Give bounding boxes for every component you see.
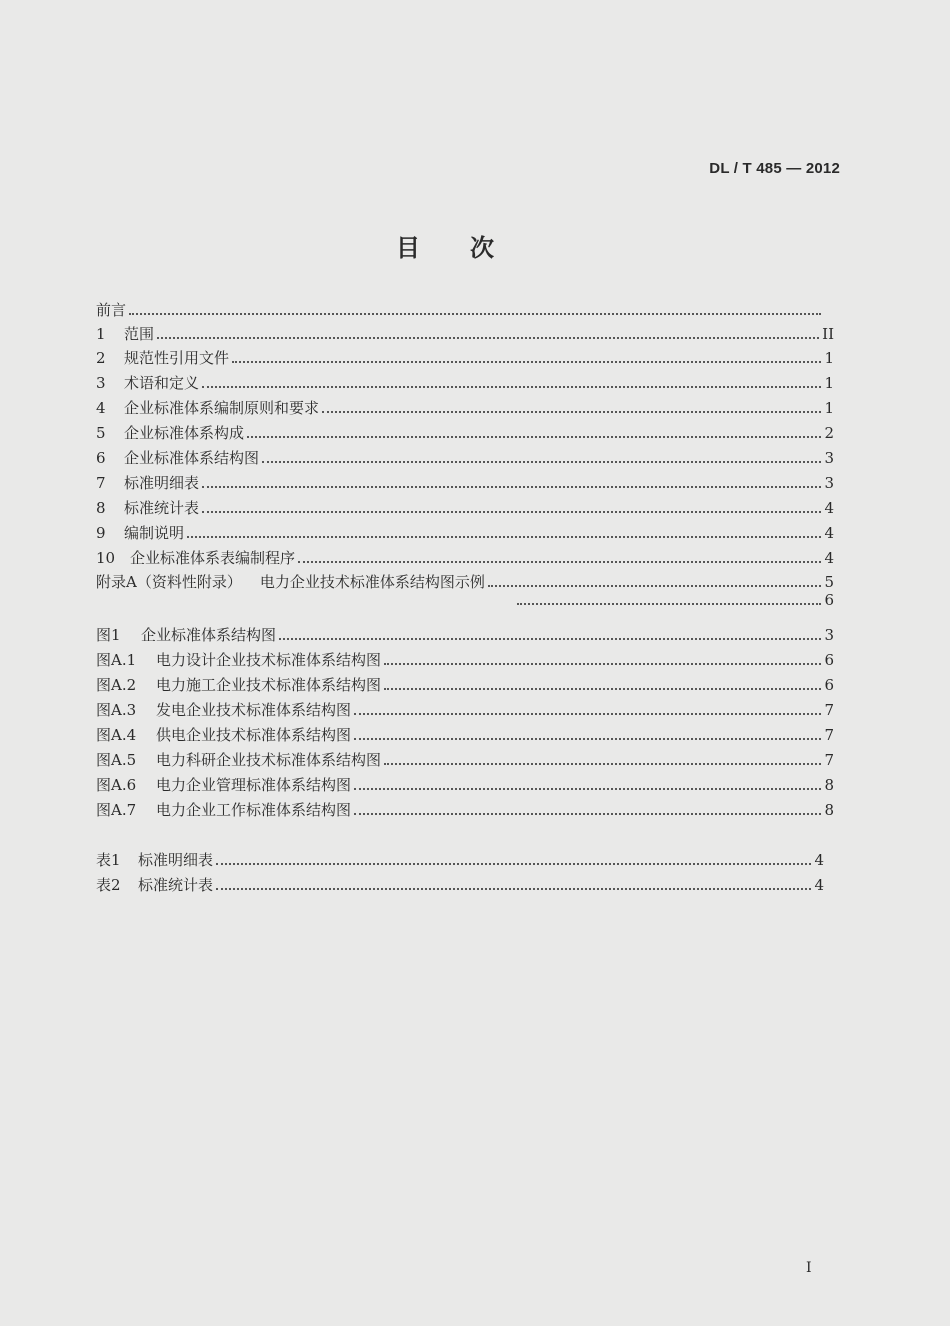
table-entry-2[interactable] — [96, 875, 824, 895]
page-title: 目次 — [396, 234, 544, 262]
leader-dots — [262, 461, 821, 463]
figure-entry-page: 6 — [824, 676, 834, 694]
toc-entry-annex-a-continued — [96, 590, 834, 610]
page-number: I — [806, 1260, 812, 1276]
figure-entry-page: 8 — [824, 801, 834, 819]
toc-entry-number: 3 — [96, 374, 106, 392]
toc-entry-label: 企业标准体系结构图 — [124, 449, 260, 467]
figure-entry-a4[interactable] — [96, 725, 834, 745]
toc-entry-label: 企业标准体系编制原则和要求 — [124, 399, 320, 417]
toc-entry-number: 6 — [96, 449, 106, 467]
toc-entry-1[interactable] — [96, 324, 834, 344]
leader-dots — [354, 713, 821, 715]
table-entry-label: 标准明细表 — [138, 851, 214, 869]
toc-entry-number: 附录A（资料性附录） — [96, 573, 242, 591]
leader-dots — [247, 436, 821, 438]
figure-entry-page: 3 — [824, 626, 834, 644]
toc-entry-4[interactable] — [96, 398, 834, 418]
leader-dots — [202, 386, 821, 388]
figure-entry-number: 图A.2 — [96, 676, 137, 694]
toc-entry-page: 4 — [824, 524, 834, 542]
figure-entry-a5[interactable] — [96, 750, 834, 770]
leader-dots — [322, 411, 821, 413]
figure-entry-number: 图A.1 — [96, 651, 137, 669]
toc-entry-page: 3 — [824, 474, 834, 492]
figure-entry-page: 7 — [824, 701, 834, 719]
leader-dots — [488, 585, 821, 587]
leader-dots — [216, 863, 811, 865]
toc-entry-page: 2 — [824, 424, 834, 442]
leader-dots — [354, 788, 821, 790]
toc-entry-foreword[interactable] — [96, 300, 834, 320]
leader-dots — [354, 813, 821, 815]
toc-entry-page: 4 — [824, 549, 834, 567]
figure-entry-number: 图1 — [96, 626, 121, 644]
toc-entry-number: 1 — [96, 325, 106, 343]
figure-entry-label: 电力设计企业技术标准体系结构图 — [156, 651, 382, 669]
toc-entry-label: 前言 — [96, 301, 127, 319]
toc-entry-page: 1 — [824, 374, 834, 392]
figure-entry-number: 图A.5 — [96, 751, 137, 769]
figure-entry-a6[interactable] — [96, 775, 834, 795]
table-entry-page: 4 — [814, 876, 824, 894]
leader-dots — [157, 337, 819, 339]
toc-entry-10[interactable] — [96, 548, 834, 568]
toc-entry-number: 9 — [96, 524, 106, 542]
toc-entry-8[interactable] — [96, 498, 834, 518]
toc-entry-5[interactable] — [96, 423, 834, 443]
toc-entry-6[interactable] — [96, 448, 834, 468]
figure-entry-label: 电力施工企业技术标准体系结构图 — [156, 676, 382, 694]
table-entry-label: 标准统计表 — [138, 876, 214, 894]
figure-entry-label: 发电企业技术标准体系结构图 — [156, 701, 352, 719]
figure-entry-page: 7 — [824, 751, 834, 769]
table-entry-page: 4 — [814, 851, 824, 869]
figure-entry-number: 图A.6 — [96, 776, 137, 794]
toc-entry-7[interactable] — [96, 473, 834, 493]
figure-entry-a3[interactable] — [96, 700, 834, 720]
toc-entry-number: 4 — [96, 399, 106, 417]
figure-entry-page: 6 — [824, 651, 834, 669]
toc-entry-label: 规范性引用文件 — [124, 349, 230, 367]
figure-entry-label: 企业标准体系结构图 — [141, 626, 277, 644]
toc-entry-3[interactable] — [96, 373, 834, 393]
toc-entry-label: 编制说明 — [124, 524, 185, 542]
leader-dots — [202, 511, 821, 513]
toc-entry-label: 术语和定义 — [124, 374, 200, 392]
leader-dots — [384, 688, 821, 690]
toc-entry-label: 电力企业技术标准体系结构图示例 — [259, 573, 485, 591]
toc-entry-label: 标准统计表 — [124, 499, 200, 517]
toc-entry-label: 标准明细表 — [124, 474, 200, 492]
leader-dots — [384, 663, 821, 665]
figure-entry-label: 电力企业工作标准体系结构图 — [156, 801, 352, 819]
toc-entry-page: 1 — [824, 399, 834, 417]
figure-entry-a1[interactable] — [96, 650, 834, 670]
toc-entry-label: 范围 — [124, 325, 155, 343]
table-entry-number: 表1 — [96, 851, 121, 869]
leader-dots — [216, 888, 811, 890]
toc-entry-page: 6 — [824, 591, 834, 609]
leader-dots — [384, 763, 821, 765]
toc-entry-page: 1 — [824, 349, 834, 367]
toc-entry-number: 5 — [96, 424, 106, 442]
leader-dots — [202, 486, 821, 488]
toc-entry-2[interactable] — [96, 348, 834, 368]
figure-entry-a7[interactable] — [96, 800, 834, 820]
figure-entry-number: 图A.7 — [96, 801, 137, 819]
leader-dots — [298, 561, 821, 563]
leader-dots — [187, 536, 821, 538]
table-entry-1[interactable] — [96, 850, 824, 870]
figure-entry-label: 电力科研企业技术标准体系结构图 — [156, 751, 382, 769]
table-entry-number: 表2 — [96, 876, 121, 894]
leader-dots — [354, 738, 821, 740]
figure-entry-number: 图A.4 — [96, 726, 137, 744]
figure-entry-label: 供电企业技术标准体系结构图 — [156, 726, 352, 744]
toc-entry-page: II — [822, 325, 834, 343]
toc-entry-number: 8 — [96, 499, 106, 517]
toc-entry-9[interactable] — [96, 523, 834, 543]
standard-code: DL / T 485 — 2012 — [709, 160, 840, 177]
figure-entry-page: 7 — [824, 726, 834, 744]
toc-entry-number: 10 — [96, 549, 116, 567]
toc-entry-page: 3 — [824, 449, 834, 467]
figure-entry-page: 8 — [824, 776, 834, 794]
toc-entry-number: 2 — [96, 349, 106, 367]
figure-entry-a2[interactable] — [96, 675, 834, 695]
figure-entry-1[interactable] — [96, 625, 834, 645]
toc-entry-number: 7 — [96, 474, 106, 492]
leader-dots — [129, 313, 821, 315]
leader-dots — [232, 361, 821, 363]
toc-entry-page: 5 — [824, 573, 834, 591]
leader-dots — [279, 638, 821, 640]
toc-entry-annex-a[interactable] — [96, 572, 834, 592]
leader-dots — [517, 603, 821, 605]
figure-entry-label: 电力企业管理标准体系结构图 — [156, 776, 352, 794]
toc-entry-label: 企业标准体系表编制程序 — [130, 549, 296, 567]
toc-entry-page: 4 — [824, 499, 834, 517]
toc-entry-label: 企业标准体系构成 — [124, 424, 245, 442]
figure-entry-number: 图A.3 — [96, 701, 137, 719]
